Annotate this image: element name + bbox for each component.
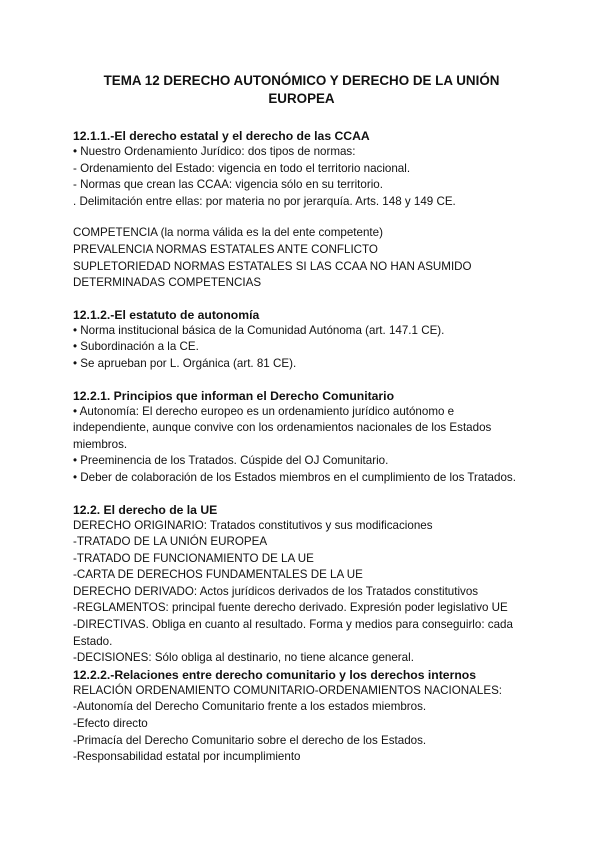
section-derecho-estatal [73, 128, 530, 210]
text-line: • Nuestro Ordenamiento Jurídico: dos tipos de normas: [73, 145, 356, 158]
document-title: TEMA 12 DERECHO AUTONÓMICO Y DERECHO DE LA UNIÓN EUROPEA [103, 73, 500, 106]
text-line: -TRATADO DE FUNCIONAMIENTO DE LA UE [73, 551, 314, 565]
section-estatuto-autonomia [73, 307, 530, 373]
text-line: • Subordinación a la CE. [73, 340, 199, 354]
text-line: RELACIÓN ORDENAMIENTO COMUNITARIO-ORDENAMIENTOS NACIONALES: [73, 683, 503, 697]
text-line: -Autonomía del Derecho Comunitario frente a los estados miembros. [73, 700, 427, 714]
section-competencia [73, 225, 530, 291]
text-line: PREVALENCIA NORMAS ESTATALES ANTE CONFLICTO [73, 242, 378, 256]
section-heading: 12.1.2.-El estatuto de autonomía [73, 307, 260, 322]
text-line: -Primacía del Derecho Comunitario sobre el derecho de los Estados. [73, 733, 427, 747]
section-principios-derecho-comunitario [73, 388, 530, 487]
text-line: -Responsabilidad estatal por incumplimiento [73, 750, 301, 764]
section-heading: 12.1.1.-El derecho estatal y el derecho de las CCAA [73, 129, 370, 143]
text-line: - Normas que crean las CCAA: vigencia sólo en su territorio. [73, 178, 383, 192]
text-paragraph: -DIRECTIVAS. Obliga en cuanto al resultado. Forma y medios para conseguirlo: cada Estado. [73, 618, 513, 648]
text-line: COMPETENCIA (la norma válida es la del ente competente) [73, 226, 383, 240]
section-relaciones-derecho [73, 667, 530, 766]
text-paragraph: • Preeminencia de los Tratados. Cúspide del OJ Comunitario. [73, 454, 389, 468]
text-line: SUPLETORIEDAD NORMAS ESTATALES SI LAS CCAA NO HAN ASUMIDO [73, 259, 472, 273]
text-line: . Delimitación entre ellas: por materia no por jerarquía. Arts. 148 y 149 CE. [73, 194, 456, 208]
text-paragraph: • Autonomía: El derecho europeo es un ordenamiento jurídico autónomo e independiente, aunque convive con los ordenamientos nacionales de los Estados miembros. [73, 404, 492, 451]
section-derecho-ue [73, 502, 530, 667]
text-line: • Se aprueban por L. Orgánica (art. 81 CE). [73, 356, 297, 370]
text-line: DETERMINADAS COMPETENCIAS [73, 276, 262, 290]
section-heading: 12.2. El derecho de la UE [73, 502, 218, 517]
section-heading: 12.2.1. Principios que informan el Derecho Comunitario [73, 388, 395, 403]
section-heading: 12.2.2.-Relaciones entre derecho comunitario y los derechos internos [73, 667, 476, 682]
text-line: DERECHO DERIVADO: Actos jurídicos derivados de los Tratados constitutivos [73, 584, 479, 598]
text-line: -TRATADO DE LA UNIÓN EUROPEA [73, 535, 268, 549]
text-paragraph: -DECISIONES: Sólo obliga al destinario, no tiene alcance general. [73, 651, 414, 665]
text-line: -CARTA DE DERECHOS FUNDAMENTALES DE LA UE [73, 568, 363, 582]
text-line: • Norma institucional básica de la Comunidad Autónoma (art. 147.1 CE). [73, 323, 445, 337]
text-line: -REGLAMENTOS: principal fuente derecho derivado. Expresión poder legislativo UE [73, 601, 508, 615]
text-line: -Efecto directo [73, 717, 148, 731]
text-paragraph: • Deber de colaboración de los Estados miembros en el cumplimiento de los Tratados. [73, 470, 516, 484]
text-line: - Ordenamiento del Estado: vigencia en todo el territorio nacional. [73, 161, 411, 175]
text-line: DERECHO ORIGINARIO: Tratados constitutivos y sus modificaciones [73, 518, 433, 532]
